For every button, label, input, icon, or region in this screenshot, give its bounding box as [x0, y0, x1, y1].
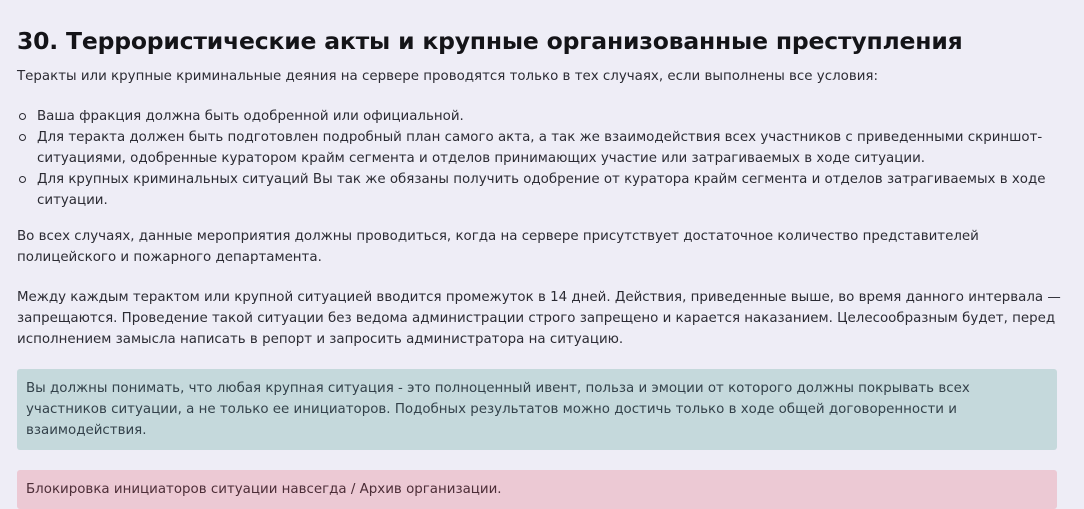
section-title: 30. Террористические акты и крупные организованные преступления — [17, 27, 963, 55]
presence-paragraph: Во всех случаях, данные мероприятия должны проводиться, когда на сервере присутствует достаточное количество представителей полицейского и пожарного департамента. — [17, 229, 979, 265]
penalty-callout-text: Блокировка инициаторов ситуации навсегда / Архив организации. — [26, 482, 502, 497]
bullet-circle-icon — [19, 113, 26, 120]
bullet-circle-icon — [19, 176, 26, 183]
intro-text: Теракты или крупные криминальные деяния на сервере проводятся только в тех случаях, если выполнены все условия: — [17, 69, 878, 84]
condition-text: Для теракта должен быть подготовлен подробный план самого акта, а так же взаимодействия всех участников с приведенными скриншот-ситуациями, одобренные куратором крайм сегмента и отделов принимающих участие или затрагиваемых в ходе ситуации. — [37, 130, 1043, 166]
condition-item — [17, 127, 1067, 169]
bullet-circle-icon — [19, 134, 26, 141]
condition-item — [17, 106, 1067, 127]
interval-paragraph: Между каждым терактом или крупной ситуацией вводится промежуток в 14 дней. Действия, приведенные выше, во время данного интервала — запрещаются. Проведение такой ситуации без ведома администрации строго запрещено и карается наказанием. Целесообразным будет, перед исполнением замысла написать в репорт и запросить администратора на ситуацию. — [17, 290, 1061, 347]
penalty-callout — [17, 470, 1057, 509]
info-callout — [17, 369, 1057, 450]
info-callout-text: Вы должны понимать, что любая крупная ситуация - это полноценный ивент, польза и эмоции от которого должны покрывать всех участников ситуации, а не только ее инициаторов. Подобных результатов можно достичь только в ходе общей договоренности и взаимодействия. — [26, 381, 970, 438]
condition-item — [17, 169, 1067, 211]
condition-text: Для крупных криминальных ситуаций Вы так же обязаны получить одобрение от куратора крайм сегмента и отделов затрагиваемых в ходе ситуации. — [37, 172, 1046, 208]
conditions-list — [17, 106, 1067, 211]
condition-text: Ваша фракция должна быть одобренной или официальной. — [37, 109, 464, 124]
